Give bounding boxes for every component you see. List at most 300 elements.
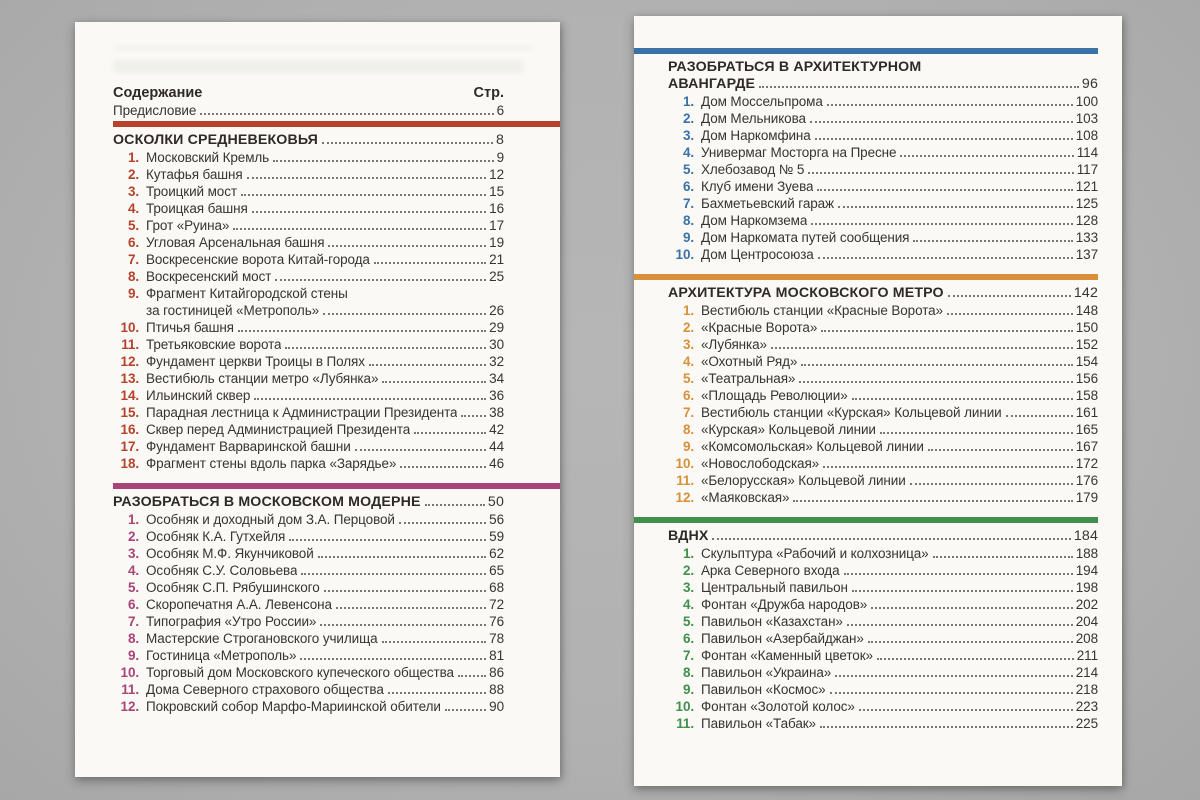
toc-item	[113, 545, 504, 562]
item-page: 86	[489, 665, 504, 680]
section-page: 142	[1073, 285, 1098, 301]
item-title: Дом Мельникова	[701, 111, 806, 126]
item-title: Фрагмент стены вдоль парка «Зарядье»	[146, 456, 397, 471]
toc-item	[668, 613, 1098, 630]
dot-leader	[810, 121, 1073, 123]
section-color-bar	[113, 121, 560, 127]
toc-item	[113, 511, 504, 528]
item-title: Арка Северного входа	[701, 563, 840, 578]
toc-item	[668, 489, 1098, 506]
section-color-bar	[634, 48, 1098, 54]
item-title: Скульптура «Рабочий и колхозница»	[701, 546, 929, 561]
item-title: за гостиницей «Метрополь»	[146, 303, 320, 318]
dot-leader	[933, 556, 1073, 558]
item-number: 7.	[682, 196, 694, 211]
item-number: 3.	[682, 337, 694, 352]
item-title: Павильон «Украина»	[701, 665, 832, 680]
item-number: 3.	[682, 128, 694, 143]
item-number: 4.	[682, 597, 694, 612]
item-number: 8.	[682, 665, 694, 680]
toc-item	[668, 161, 1098, 178]
item-number: 8.	[127, 631, 139, 646]
toc-item	[113, 353, 504, 370]
dot-leader	[871, 607, 1073, 609]
item-number: 5.	[682, 162, 694, 177]
item-number: 9.	[127, 648, 139, 663]
dot-leader	[877, 658, 1074, 660]
dot-leader	[241, 194, 486, 196]
item-title: Фундамент Варваринской башни	[146, 439, 351, 454]
toc-item	[668, 144, 1098, 161]
dot-leader	[793, 500, 1072, 502]
toc-item	[668, 229, 1098, 246]
item-title: «Театральная»	[701, 371, 796, 386]
item-number: 4.	[127, 563, 139, 578]
item-page: 223	[1075, 699, 1098, 714]
item-number: 12.	[120, 699, 139, 714]
item-number: 7.	[682, 405, 694, 420]
dot-leader	[273, 160, 493, 162]
dot-leader	[388, 692, 486, 694]
section-header-row	[668, 528, 1098, 545]
item-title: Фрагмент Китайгородской стены	[146, 286, 348, 301]
dot-leader	[247, 177, 487, 179]
item-number: 14.	[120, 388, 139, 403]
item-number: 11.	[121, 682, 139, 697]
toc-item	[113, 387, 504, 404]
dot-leader	[425, 504, 485, 506]
toc-section	[113, 121, 504, 472]
dot-leader	[913, 240, 1072, 242]
dot-leader	[827, 104, 1073, 106]
item-number: 7.	[127, 252, 139, 267]
item-page: 179	[1075, 490, 1098, 505]
item-page: 194	[1075, 563, 1098, 578]
item-page: 198	[1075, 580, 1098, 595]
item-number: 11.	[676, 716, 694, 731]
item-number: 6.	[682, 388, 694, 403]
toc-item	[668, 93, 1098, 110]
dot-leader	[382, 381, 486, 383]
toc-item	[668, 319, 1098, 336]
dot-leader	[910, 483, 1073, 485]
item-number: 2.	[127, 167, 139, 182]
item-number: 8.	[682, 422, 694, 437]
item-page: 202	[1075, 597, 1098, 612]
dot-leader	[445, 709, 486, 711]
item-title: «Лубянка»	[701, 337, 767, 352]
item-number: 2.	[682, 320, 694, 335]
item-title: Фонтан «Каменный цветок»	[701, 648, 873, 663]
section-color-bar	[113, 483, 560, 489]
toc-item	[668, 472, 1098, 489]
left-sections-container	[113, 121, 504, 715]
item-number: 3.	[127, 184, 139, 199]
dot-leader	[323, 313, 486, 315]
toc-item	[113, 404, 504, 421]
item-title: Павильон «Казахстан»	[701, 614, 843, 629]
toc-item	[668, 127, 1098, 144]
item-number: 7.	[682, 648, 694, 663]
toc-item	[113, 455, 504, 472]
item-page: 12	[489, 167, 504, 182]
item-title: Дом Наркомата путей сообщения	[701, 230, 910, 245]
item-title: Хлебозавод № 5	[701, 162, 805, 177]
item-title: Фундамент церкви Троицы в Полях	[146, 354, 365, 369]
item-title: Сквер перед Администрацией Президента	[146, 422, 411, 437]
toc-section	[113, 483, 504, 715]
item-page: 152	[1075, 337, 1098, 352]
item-page: 29	[489, 320, 504, 335]
toc-item	[668, 455, 1098, 472]
item-number: 11.	[121, 337, 139, 352]
dot-leader	[859, 709, 1073, 711]
item-title: Дома Северного страхового общества	[146, 682, 384, 697]
item-page: 161	[1075, 405, 1098, 420]
item-page: 44	[489, 439, 504, 454]
dot-leader	[808, 172, 1074, 174]
item-number: 2.	[682, 111, 694, 126]
dot-leader	[301, 573, 486, 575]
toc-section	[668, 274, 1098, 506]
item-title: Гостиница «Метрополь»	[146, 648, 297, 663]
dot-leader	[801, 364, 1073, 366]
section-title: АРХИТЕКТУРА МОСКОВСКОГО МЕТРО	[668, 285, 944, 301]
item-title: Вестибюль станции «Курская» Кольцевой линии	[701, 405, 1002, 420]
toc-section	[668, 517, 1098, 732]
item-title: Дом Центросоюза	[701, 247, 814, 262]
dot-leader	[336, 607, 486, 609]
item-page: 128	[1075, 213, 1098, 228]
item-title: Воскресенский мост	[146, 269, 272, 284]
toc-item	[113, 421, 504, 438]
dot-leader	[947, 313, 1073, 315]
toc-item	[113, 336, 504, 353]
dot-leader	[712, 538, 1070, 540]
toc-item	[668, 630, 1098, 647]
item-title: «Курская» Кольцевой линии	[701, 422, 876, 437]
item-number: 16.	[120, 422, 139, 437]
dot-leader	[275, 279, 486, 281]
toc-item	[668, 195, 1098, 212]
toc-item	[113, 579, 504, 596]
toc-item	[113, 370, 504, 387]
dot-leader	[948, 295, 1071, 297]
item-page: 121	[1075, 179, 1098, 194]
dot-leader	[254, 398, 486, 400]
dot-leader	[821, 330, 1073, 332]
item-page: 172	[1075, 456, 1098, 471]
section-page: 184	[1073, 528, 1098, 544]
toc-item	[113, 647, 504, 664]
item-title: Особняк С.П. Рябушинского	[146, 580, 320, 595]
item-number: 2.	[127, 529, 139, 544]
toc-item	[668, 647, 1098, 664]
item-title: «Белорусская» Кольцевой линии	[701, 473, 906, 488]
item-page: 188	[1075, 546, 1098, 561]
toc-item	[113, 268, 504, 285]
item-page: 150	[1075, 320, 1098, 335]
item-page: 30	[489, 337, 504, 352]
section-header-row	[113, 132, 504, 149]
item-title: Вестибюль станции «Красные Ворота»	[701, 303, 943, 318]
item-page: 62	[489, 546, 504, 561]
dot-leader	[289, 539, 486, 541]
item-page: 117	[1076, 162, 1098, 177]
item-number: 4.	[682, 145, 694, 160]
dot-leader	[1006, 415, 1073, 417]
toc-item	[113, 438, 504, 455]
item-page: 76	[489, 614, 504, 629]
item-number: 1.	[127, 150, 139, 165]
item-page: 108	[1075, 128, 1098, 143]
item-page: 36	[489, 388, 504, 403]
dot-leader	[880, 432, 1073, 434]
item-number: 18.	[120, 456, 139, 471]
item-page: 19	[489, 235, 504, 250]
item-page: 72	[489, 597, 504, 612]
item-title: Фонтан «Золотой колос»	[701, 699, 855, 714]
item-title: Бахметьевский гараж	[701, 196, 834, 211]
item-number: 3.	[127, 546, 139, 561]
item-number: 6.	[682, 179, 694, 194]
item-title: Вестибюль станции метро «Лубянка»	[146, 371, 379, 386]
section-header-row	[668, 59, 1098, 76]
section-color-bar	[634, 517, 1098, 523]
section-page: 50	[487, 494, 504, 510]
item-number: 8.	[682, 213, 694, 228]
item-number: 3.	[682, 580, 694, 595]
item-page: 34	[489, 371, 504, 386]
item-page: 46	[489, 456, 504, 471]
item-title: Троицкий мост	[146, 184, 237, 199]
item-page: 125	[1075, 196, 1098, 211]
item-title: Кутафья башня	[146, 167, 243, 182]
item-page: 165	[1075, 422, 1098, 437]
toc-item	[113, 200, 504, 217]
preface-page: 6	[496, 103, 504, 118]
item-number: 6.	[682, 631, 694, 646]
toc-section	[668, 48, 1098, 263]
item-title: Дом Наркомфина	[701, 128, 811, 143]
section-header-row	[113, 494, 504, 511]
dot-leader	[400, 466, 486, 468]
item-page: 100	[1075, 94, 1098, 109]
right-sections-container	[668, 48, 1098, 732]
item-number: 15.	[120, 405, 139, 420]
dot-leader	[382, 641, 487, 643]
item-title: Центральный павильон	[701, 580, 848, 595]
item-number: 1.	[682, 94, 694, 109]
item-title: «Площадь Революции»	[701, 388, 848, 403]
item-page: 211	[1076, 648, 1098, 663]
item-number: 17.	[120, 439, 139, 454]
item-title: Третьяковские ворота	[146, 337, 282, 352]
dot-leader	[820, 726, 1073, 728]
item-page: 68	[489, 580, 504, 595]
item-number: 10.	[675, 456, 694, 471]
item-page: 204	[1075, 614, 1098, 629]
toc-page-left	[75, 22, 560, 777]
item-page: 167	[1075, 439, 1098, 454]
item-page: 42	[489, 422, 504, 437]
item-number: 1.	[682, 546, 694, 561]
item-title: Грот «Руина»	[146, 218, 230, 233]
item-title: Клуб имени Зуева	[701, 179, 814, 194]
item-page: 88	[489, 682, 504, 697]
dot-leader	[852, 590, 1073, 592]
toc-item	[668, 681, 1098, 698]
toc-item	[668, 579, 1098, 596]
toc-item	[113, 166, 504, 183]
toc-item	[113, 681, 504, 698]
dot-leader	[318, 556, 487, 558]
toc-item	[668, 698, 1098, 715]
section-title: АВАНГАРДЕ	[668, 76, 756, 92]
item-number: 5.	[127, 580, 139, 595]
dot-leader	[285, 347, 486, 349]
item-title: «Красные Ворота»	[701, 320, 818, 335]
toc-item-continuation	[113, 302, 504, 319]
item-page: 32	[489, 354, 504, 369]
toc-item	[668, 438, 1098, 455]
dot-leader	[369, 364, 486, 366]
dot-leader	[823, 466, 1073, 468]
dot-leader	[838, 206, 1073, 208]
item-page: 176	[1075, 473, 1098, 488]
item-page: 133	[1075, 230, 1098, 245]
dot-leader	[233, 228, 486, 230]
dot-leader	[799, 381, 1072, 383]
item-title: «Комсомольская» Кольцевой линии	[701, 439, 924, 454]
item-title: Воскресенские ворота Китай-города	[146, 252, 370, 267]
item-page: 26	[489, 303, 504, 318]
item-page: 17	[489, 218, 504, 233]
item-page: 114	[1076, 145, 1098, 160]
dot-leader	[355, 449, 487, 451]
dot-leader	[300, 658, 486, 660]
toc-item	[113, 251, 504, 268]
item-page: 21	[489, 252, 504, 267]
toc-item	[668, 246, 1098, 263]
item-title: Скоропечатня А.А. Левенсона	[146, 597, 332, 612]
item-page: 154	[1075, 354, 1098, 369]
item-title: Типография «Утро России»	[146, 614, 317, 629]
toc-item	[113, 613, 504, 630]
preface-title: Предисловие	[113, 103, 197, 118]
toc-item	[668, 596, 1098, 613]
item-page: 65	[489, 563, 504, 578]
item-page: 15	[489, 184, 504, 199]
section-title: ОСКОЛКИ СРЕДНЕВЕКОВЬЯ	[113, 132, 319, 148]
dot-leader	[461, 415, 486, 417]
item-title: Торговый дом Московского купеческого общества	[146, 665, 454, 680]
preface-row	[113, 102, 504, 119]
item-title: Особняк М.Ф. Якунчиковой	[146, 546, 314, 561]
toc-item	[113, 149, 504, 166]
item-number: 4.	[127, 201, 139, 216]
toc-item	[113, 698, 504, 715]
item-number: 10.	[675, 699, 694, 714]
toc-item	[113, 528, 504, 545]
item-title: Павильон «Азербайджан»	[701, 631, 864, 646]
toc-item	[668, 302, 1098, 319]
section-title: РАЗОБРАТЬСЯ В АРХИТЕКТУРНОМ	[668, 59, 922, 75]
section-title: ВДНХ	[668, 528, 709, 544]
toc-item	[113, 562, 504, 579]
toc-page-right	[634, 16, 1122, 786]
item-page: 158	[1075, 388, 1098, 403]
toc-item	[113, 285, 504, 302]
dot-leader	[328, 245, 486, 247]
item-title: Особняк С.У. Соловьева	[146, 563, 298, 578]
item-number: 1.	[682, 303, 694, 318]
item-title: Угловая Арсенальная башня	[146, 235, 325, 250]
item-title: «Охотный Ряд»	[701, 354, 798, 369]
dot-leader	[322, 142, 493, 144]
item-number: 9.	[682, 682, 694, 697]
item-title: Дом Наркомзема	[701, 213, 808, 228]
dot-leader	[374, 262, 486, 264]
section-title: РАЗОБРАТЬСЯ В МОСКОВСКОМ МОДЕРНЕ	[113, 494, 421, 510]
toc-item	[113, 630, 504, 647]
dot-leader	[868, 641, 1073, 643]
item-number: 12.	[120, 354, 139, 369]
toc-item	[668, 353, 1098, 370]
toc-item	[668, 212, 1098, 229]
item-number: 1.	[127, 512, 139, 527]
item-page: 90	[489, 699, 504, 714]
toc-item	[668, 336, 1098, 353]
item-title: «Новослободская»	[701, 456, 820, 471]
section-color-bar	[634, 274, 1098, 280]
item-number: 5.	[682, 614, 694, 629]
page-column-label: Стр.	[473, 85, 504, 101]
dot-leader	[811, 223, 1073, 225]
dot-leader	[759, 86, 1079, 88]
item-number: 11.	[676, 473, 694, 488]
dot-leader	[399, 522, 486, 524]
item-number: 7.	[127, 614, 139, 629]
dot-leader	[818, 257, 1073, 259]
toc-item	[668, 545, 1098, 562]
item-number: 9.	[682, 230, 694, 245]
item-page: 9	[496, 150, 504, 165]
toc-item	[668, 404, 1098, 421]
item-number: 10.	[675, 247, 694, 262]
dot-leader	[830, 692, 1073, 694]
item-number: 12.	[675, 490, 694, 505]
section-header-row	[668, 285, 1098, 302]
item-page: 25	[489, 269, 504, 284]
toc-item	[668, 421, 1098, 438]
item-title: «Маяковская»	[701, 490, 790, 505]
item-page: 16	[489, 201, 504, 216]
dot-leader	[928, 449, 1073, 451]
item-title: Московский Кремль	[146, 150, 270, 165]
section-page: 96	[1081, 76, 1098, 92]
dot-leader	[200, 113, 493, 115]
dot-leader	[320, 624, 486, 626]
toc-item	[113, 234, 504, 251]
item-number: 5.	[682, 371, 694, 386]
item-title: Универмаг Мосторга на Пресне	[701, 145, 897, 160]
toc-item	[113, 596, 504, 613]
toc-item	[668, 664, 1098, 681]
toc-item	[668, 562, 1098, 579]
item-page: 56	[489, 512, 504, 527]
dot-leader	[414, 432, 486, 434]
